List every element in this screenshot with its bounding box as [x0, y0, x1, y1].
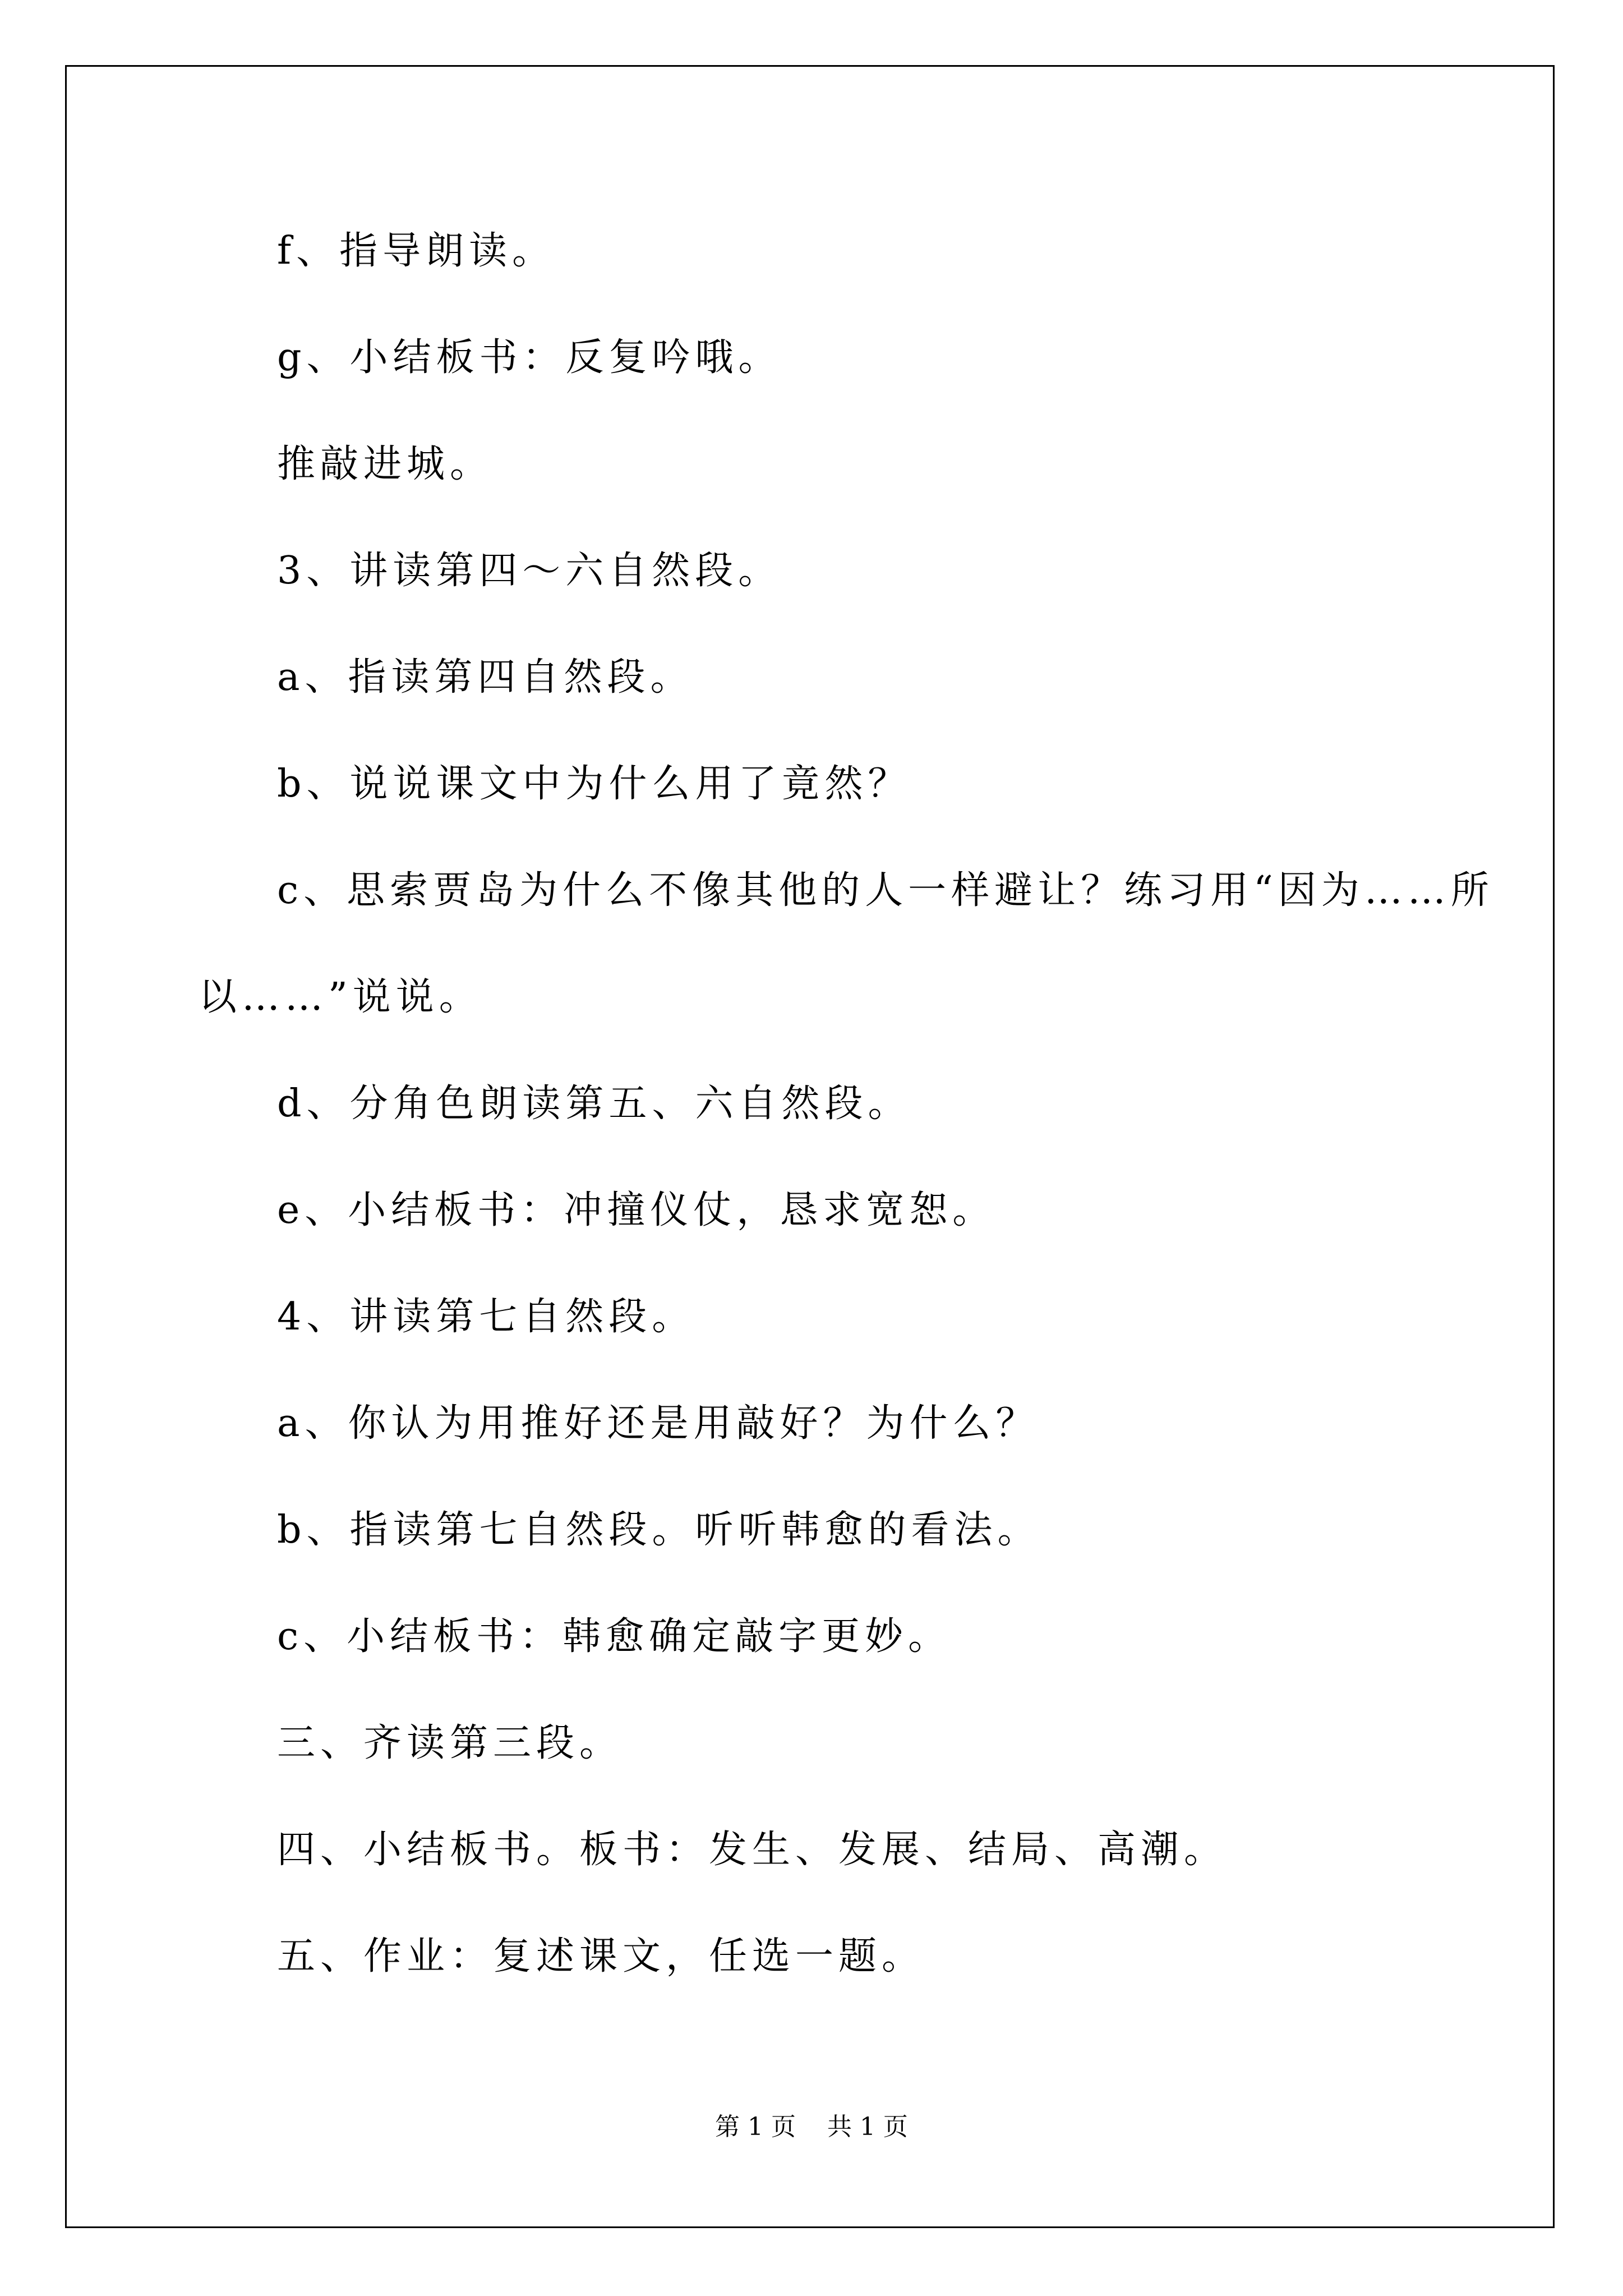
text-line: g、小结板书：反复吟哦。 [277, 335, 782, 380]
text-line-continuation: 以……”说说。 [199, 975, 482, 1019]
text-line: 三、齐读第三段。 [277, 1721, 623, 1765]
text-line: b、指读第七自然段。听听韩愈的看法。 [277, 1508, 1041, 1552]
text-line: c、思索贾岛为什么不像其他的人一样避让？练习用“因为……所 [277, 868, 1494, 913]
text-line: d、分角色朗读第五、六自然段。 [277, 1082, 911, 1126]
text-line: c、小结板书：韩愈确定敲字更妙。 [277, 1614, 952, 1659]
text-line: f、指导朗读。 [277, 229, 556, 273]
page-number-footer: 第 1 页 共 1 页 [715, 2113, 908, 2141]
text-line: 四、小结板书。板书：发生、发展、结局、高潮。 [277, 1828, 1228, 1872]
page-border [65, 65, 1555, 2228]
text-line: a、你认为用推好还是用敲好？为什么？ [277, 1401, 1039, 1446]
text-line: 4、讲读第七自然段。 [277, 1295, 695, 1339]
text-line: a、指读第四自然段。 [277, 655, 694, 700]
text-line: 推敲进城。 [277, 442, 494, 486]
text-line: b、说说课文中为什么用了竟然？ [277, 762, 911, 806]
text-line: 3、讲读第四～六自然段。 [277, 549, 782, 593]
text-line: 五、作业：复述课文，任选一题。 [277, 1934, 925, 1978]
text-line: e、小结板书：冲撞仪仗，恳求宽恕。 [277, 1188, 996, 1232]
